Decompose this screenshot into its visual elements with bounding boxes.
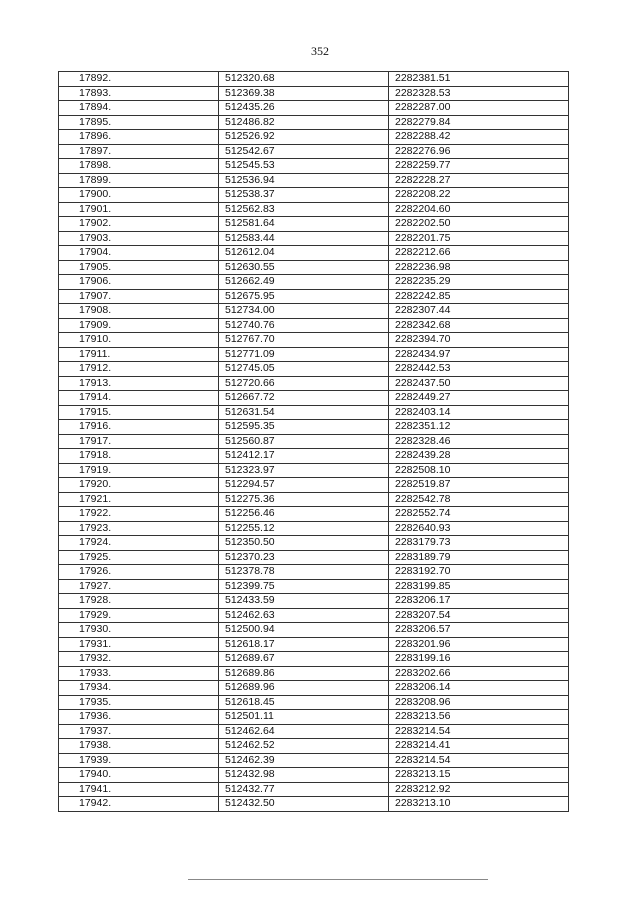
point-number-cell: 17916. [59,420,219,435]
northing-cell: 2283213.56 [389,710,569,725]
table-row [59,347,569,362]
easting-cell: 512294.57 [219,478,389,493]
table-row [59,768,569,783]
point-number-cell: 17901. [59,202,219,217]
point-number-cell: 17929. [59,608,219,623]
northing-cell: 2282640.93 [389,521,569,536]
table-row [59,652,569,667]
northing-cell: 2282202.50 [389,217,569,232]
easting-cell: 512542.67 [219,144,389,159]
point-number-cell: 17907. [59,289,219,304]
table-row [59,753,569,768]
point-number-cell: 17904. [59,246,219,261]
table-row [59,710,569,725]
point-number-cell: 17914. [59,391,219,406]
page-number: 352 [311,44,329,58]
easting-cell: 512350.50 [219,536,389,551]
easting-cell: 512486.82 [219,115,389,130]
easting-cell: 512612.04 [219,246,389,261]
point-number-cell: 17927. [59,579,219,594]
easting-cell: 512618.17 [219,637,389,652]
easting-cell: 512435.26 [219,101,389,116]
easting-cell: 512771.09 [219,347,389,362]
table-row [59,362,569,377]
table-row [59,391,569,406]
point-number-cell: 17910. [59,333,219,348]
coordinates-table [58,71,569,812]
easting-cell: 512667.72 [219,391,389,406]
table-row [59,405,569,420]
easting-cell: 512433.59 [219,594,389,609]
table-body [59,72,569,812]
easting-cell: 512583.44 [219,231,389,246]
northing-cell: 2282276.96 [389,144,569,159]
northing-cell: 2282434.97 [389,347,569,362]
northing-cell: 2282542.78 [389,492,569,507]
point-number-cell: 17894. [59,101,219,116]
easting-cell: 512432.77 [219,782,389,797]
table-row [59,536,569,551]
northing-cell: 2282287.00 [389,101,569,116]
point-number-cell: 17915. [59,405,219,420]
table-row [59,202,569,217]
table-row [59,797,569,812]
northing-cell: 2282235.29 [389,275,569,290]
northing-cell: 2282437.50 [389,376,569,391]
point-number-cell: 17893. [59,86,219,101]
point-number-cell: 17899. [59,173,219,188]
table-row [59,521,569,536]
easting-cell: 512740.76 [219,318,389,333]
easting-cell: 512501.11 [219,710,389,725]
point-number-cell: 17940. [59,768,219,783]
table-row [59,217,569,232]
northing-cell: 2283201.96 [389,637,569,652]
easting-cell: 512255.12 [219,521,389,536]
easting-cell: 512562.83 [219,202,389,217]
easting-cell: 512369.38 [219,86,389,101]
point-number-cell: 17936. [59,710,219,725]
point-number-cell: 17941. [59,782,219,797]
easting-cell: 512320.68 [219,72,389,87]
northing-cell: 2282307.44 [389,304,569,319]
table-row [59,159,569,174]
table-row [59,275,569,290]
northing-cell: 2283207.54 [389,608,569,623]
point-number-cell: 17938. [59,739,219,754]
northing-cell: 2282351.12 [389,420,569,435]
table-row [59,420,569,435]
table-row [59,565,569,580]
point-number-cell: 17892. [59,72,219,87]
easting-cell: 512631.54 [219,405,389,420]
easting-cell: 512412.17 [219,449,389,464]
easting-cell: 512500.94 [219,623,389,638]
point-number-cell: 17905. [59,260,219,275]
easting-cell: 512689.67 [219,652,389,667]
northing-cell: 2283214.54 [389,753,569,768]
northing-cell: 2283206.17 [389,594,569,609]
easting-cell: 512432.98 [219,768,389,783]
point-number-cell: 17932. [59,652,219,667]
point-number-cell: 17939. [59,753,219,768]
northing-cell: 2282288.42 [389,130,569,145]
point-number-cell: 17924. [59,536,219,551]
easting-cell: 512462.64 [219,724,389,739]
northing-cell: 2282442.53 [389,362,569,377]
point-number-cell: 17896. [59,130,219,145]
point-number-cell: 17908. [59,304,219,319]
table-row [59,739,569,754]
point-number-cell: 17909. [59,318,219,333]
northing-cell: 2283213.15 [389,768,569,783]
northing-cell: 2282201.75 [389,231,569,246]
table-row [59,101,569,116]
table-row [59,579,569,594]
easting-cell: 512581.64 [219,217,389,232]
point-number-cell: 17902. [59,217,219,232]
northing-cell: 2283202.66 [389,666,569,681]
table-row [59,666,569,681]
table-row [59,463,569,478]
northing-cell: 2283199.85 [389,579,569,594]
northing-cell: 2283212.92 [389,782,569,797]
northing-cell: 2282342.68 [389,318,569,333]
table-row [59,623,569,638]
table-row [59,724,569,739]
easting-cell: 512767.70 [219,333,389,348]
point-number-cell: 17922. [59,507,219,522]
easting-cell: 512536.94 [219,173,389,188]
point-number-cell: 17920. [59,478,219,493]
table-row [59,72,569,87]
easting-cell: 512618.45 [219,695,389,710]
easting-cell: 512720.66 [219,376,389,391]
easting-cell: 512462.63 [219,608,389,623]
table-row [59,594,569,609]
table-row [59,86,569,101]
point-number-cell: 17926. [59,565,219,580]
northing-cell: 2282212.66 [389,246,569,261]
easting-cell: 512734.00 [219,304,389,319]
point-number-cell: 17898. [59,159,219,174]
northing-cell: 2283213.10 [389,797,569,812]
northing-cell: 2283214.41 [389,739,569,754]
easting-cell: 512662.49 [219,275,389,290]
point-number-cell: 17918. [59,449,219,464]
table-row [59,637,569,652]
easting-cell: 512462.39 [219,753,389,768]
point-number-cell: 17937. [59,724,219,739]
table-row [59,144,569,159]
easting-cell: 512538.37 [219,188,389,203]
easting-cell: 512256.46 [219,507,389,522]
easting-cell: 512545.53 [219,159,389,174]
easting-cell: 512526.92 [219,130,389,145]
table-row [59,550,569,565]
northing-cell: 2282259.77 [389,159,569,174]
point-number-cell: 17928. [59,594,219,609]
table-row [59,478,569,493]
point-number-cell: 17913. [59,376,219,391]
northing-cell: 2282328.53 [389,86,569,101]
easting-cell: 512399.75 [219,579,389,594]
point-number-cell: 17912. [59,362,219,377]
easting-cell: 512689.86 [219,666,389,681]
easting-cell: 512689.96 [219,681,389,696]
northing-cell: 2282519.87 [389,478,569,493]
northing-cell: 2282228.27 [389,173,569,188]
point-number-cell: 17930. [59,623,219,638]
northing-cell: 2282236.98 [389,260,569,275]
northing-cell: 2283199.16 [389,652,569,667]
table-row [59,318,569,333]
northing-cell: 2282439.28 [389,449,569,464]
point-number-cell: 17935. [59,695,219,710]
northing-cell: 2283214.54 [389,724,569,739]
point-number-cell: 17923. [59,521,219,536]
easting-cell: 512462.52 [219,739,389,754]
northing-cell: 2282403.14 [389,405,569,420]
point-number-cell: 17911. [59,347,219,362]
easting-cell: 512595.35 [219,420,389,435]
table-row [59,188,569,203]
northing-cell: 2283189.79 [389,550,569,565]
footer-rule [188,879,488,880]
point-number-cell: 17900. [59,188,219,203]
point-number-cell: 17895. [59,115,219,130]
table-row [59,376,569,391]
northing-cell: 2282328.46 [389,434,569,449]
point-number-cell: 17921. [59,492,219,507]
northing-cell: 2283192.70 [389,565,569,580]
easting-cell: 512745.05 [219,362,389,377]
northing-cell: 2282242.85 [389,289,569,304]
table-row [59,782,569,797]
point-number-cell: 17917. [59,434,219,449]
table-row [59,260,569,275]
table-row [59,681,569,696]
table-row [59,130,569,145]
easting-cell: 512630.55 [219,260,389,275]
northing-cell: 2282449.27 [389,391,569,406]
northing-cell: 2282208.22 [389,188,569,203]
table-row [59,304,569,319]
table-row [59,289,569,304]
northing-cell: 2282394.70 [389,333,569,348]
easting-cell: 512675.95 [219,289,389,304]
northing-cell: 2282381.51 [389,72,569,87]
point-number-cell: 17933. [59,666,219,681]
easting-cell: 512560.87 [219,434,389,449]
table-row [59,231,569,246]
point-number-cell: 17942. [59,797,219,812]
table-row [59,507,569,522]
northing-cell: 2283206.57 [389,623,569,638]
point-number-cell: 17906. [59,275,219,290]
point-number-cell: 17919. [59,463,219,478]
point-number-cell: 17903. [59,231,219,246]
easting-cell: 512370.23 [219,550,389,565]
table-row [59,173,569,188]
easting-cell: 512378.78 [219,565,389,580]
northing-cell: 2282204.60 [389,202,569,217]
point-number-cell: 17934. [59,681,219,696]
table-row [59,434,569,449]
northing-cell: 2282552.74 [389,507,569,522]
point-number-cell: 17925. [59,550,219,565]
easting-cell: 512275.36 [219,492,389,507]
table-row [59,115,569,130]
table-row [59,333,569,348]
northing-cell: 2282508.10 [389,463,569,478]
easting-cell: 512323.97 [219,463,389,478]
northing-cell: 2282279.84 [389,115,569,130]
point-number-cell: 17897. [59,144,219,159]
northing-cell: 2283179.73 [389,536,569,551]
northing-cell: 2283208.96 [389,695,569,710]
easting-cell: 512432.50 [219,797,389,812]
table-row [59,492,569,507]
point-number-cell: 17931. [59,637,219,652]
table-row [59,246,569,261]
table-row [59,449,569,464]
table-row [59,608,569,623]
table-row [59,695,569,710]
northing-cell: 2283206.14 [389,681,569,696]
